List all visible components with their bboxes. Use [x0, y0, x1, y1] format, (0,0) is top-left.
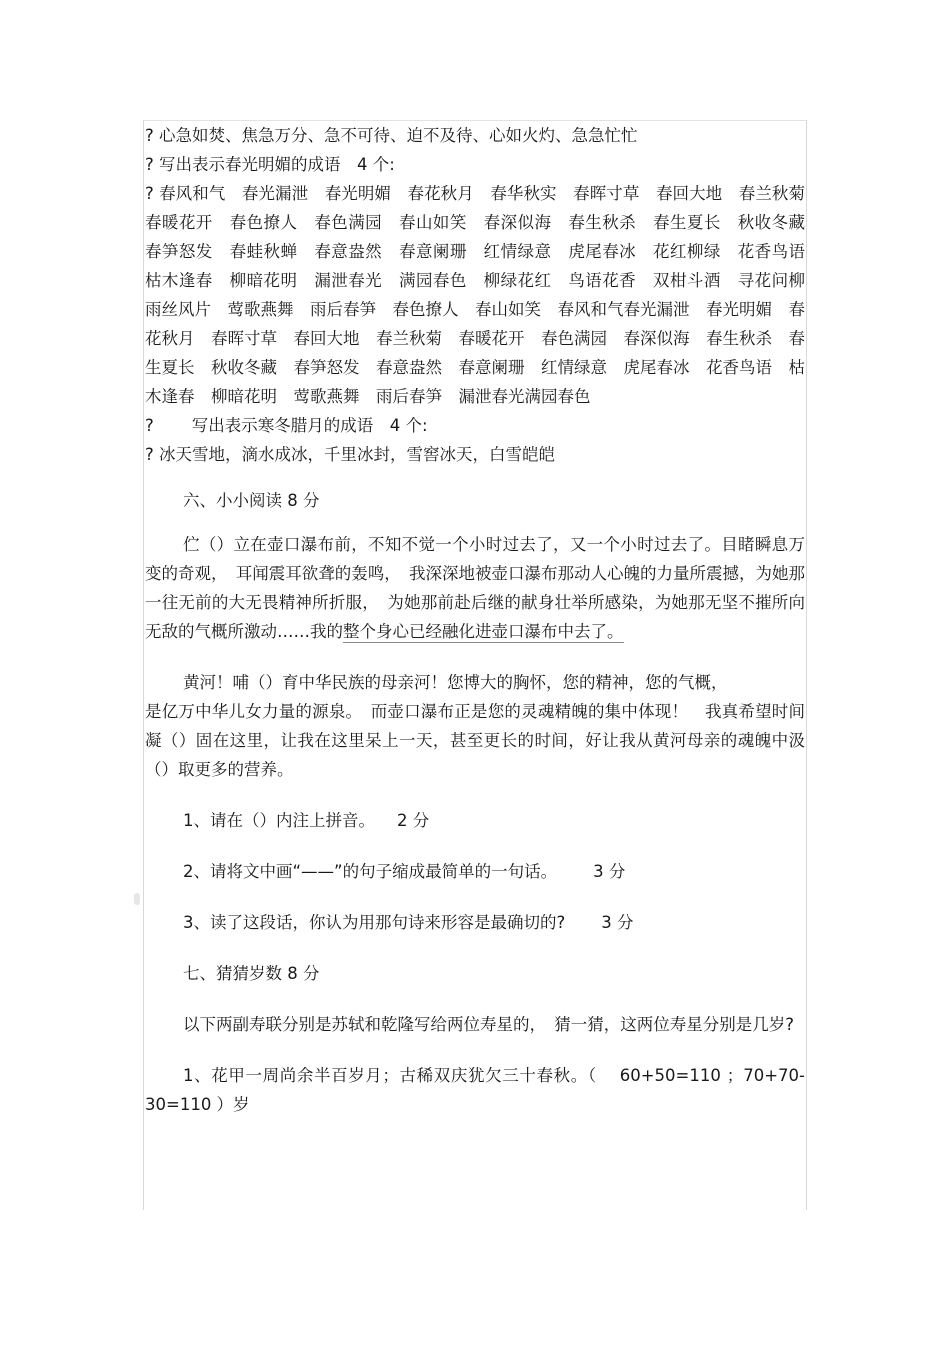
underlined-sentence: 整个身心已经融化进壶口瀑布中去了。 [343, 622, 624, 641]
reading-question-2-score: 3 分 [593, 862, 626, 881]
reading-question-1-text: 1、请在（）内注上拼音。 [183, 811, 375, 830]
reading-paragraph-2-line1: 黄河！哺（）育中华民族的母亲河！您博大的胸怀，您的精神，您的气概， [183, 673, 728, 692]
scan-mark [134, 893, 140, 905]
reading-question-1-score: 2 分 [397, 811, 430, 830]
answer-winter-idioms: ? 冰天雪地，滴水成冰，千里冰封，雪窖冰天，白雪皑皑 [145, 445, 556, 464]
reading-question-1 [145, 806, 805, 835]
reading-paragraph-2-rest: 是亿万中华儿女力量的源泉。 而壶口瀑布正是您的灵魂精魄的集中体现！ 我真希望时间凝（）固在这里，让我在这里呆上一天，甚至更长的时间，好让我从黄河母亲的魂魄中汲（）取更多的营养。 [145, 702, 805, 779]
section-seven-intro: 以下两副寿联分别是苏轼和乾隆写给两位寿星的， 猜一猜，这两位寿星分别是几岁? [183, 1015, 795, 1034]
answer-spring-idioms: ? 春风和气 春光漏泄 春光明媚 春花秋月 春华秋实 春晖寸草 春回大地 春兰秋菊 春暖花开 春色撩人 春色满园 春山如笑 春深似海 春生秋杀 春生夏长 秋收冬藏 春笋怒发 春蛙秋蝉 春意盎然 春意阑珊 红情绿意 虎尾春冰 花红柳绿 花香鸟语 枯木逢春 柳暗花明 漏泄春光 满园春色 柳绿花红 鸟语花香 双柑斗酒 寻花问柳 雨丝风片 莺歌燕舞 雨后春笋 春色撩人 春山如笑 春风和气春光漏泄 春光明媚 春花秋月 春晖寸草 春回大地 春兰秋菊 春暖花开 春色满园 春深似海 春生秋杀 春生夏长 秋收冬藏 春笋怒发 春意盎然 春意阑珊 红情绿意 虎尾春冰 花香鸟语 枯木逢春 柳暗花明 莺歌燕舞 雨后春笋 漏泄春光满园春色 [145, 184, 822, 406]
section-seven-heading: 七、猜猜岁数 8 分 [183, 964, 320, 983]
question-winter-text: 写出表示寒冬腊月的成语 4 个: [191, 416, 428, 435]
section-seven-item-1: 1、花甲一周尚余半百岁月；古稀双庆犹欠三十春秋。（ 60+50=110 ；70+70-30=110 ）岁 [145, 1066, 805, 1114]
reading-question-3 [145, 908, 805, 937]
reading-question-3-text: 3、读了这段话，你认为用那句诗来形容是最确切的? [183, 913, 566, 932]
reading-paragraph-1-text: 伫（）立在壶口瀑布前，不知不觉一个小时过去了，又一个小时过去了。目睹瞬息万变的奇观， 耳闻震耳欲聋的轰鸣， 我深深地被壶口瀑布那动人心魄的力量所震撼，为她那一往无前的大无畏精神所折服， 为她那前赴后继的献身壮举所感染，为她那无坚不摧所向无敌的气概所激动……我的 [145, 535, 805, 641]
question-mark: ? [145, 416, 154, 435]
reading-paragraph-1 [145, 530, 805, 646]
answer-line-anxious: ? 心急如焚、焦急万分、急不可待、迫不及待、心如火灼、急急忙忙 [145, 126, 638, 145]
question-spring-idioms: ? 写出表示春光明媚的成语 4 个: [145, 155, 395, 174]
document-content [145, 121, 822, 1119]
page-border-left [143, 120, 144, 1210]
reading-question-2-text: 2、请将文中画“——”的句子缩成最简单的一句话。 [183, 862, 558, 881]
reading-question-3-score: 3 分 [601, 913, 634, 932]
question-winter-idioms [145, 411, 805, 440]
reading-question-2 [145, 857, 805, 886]
section-six-heading: 六、小小阅读 8 分 [183, 491, 320, 510]
